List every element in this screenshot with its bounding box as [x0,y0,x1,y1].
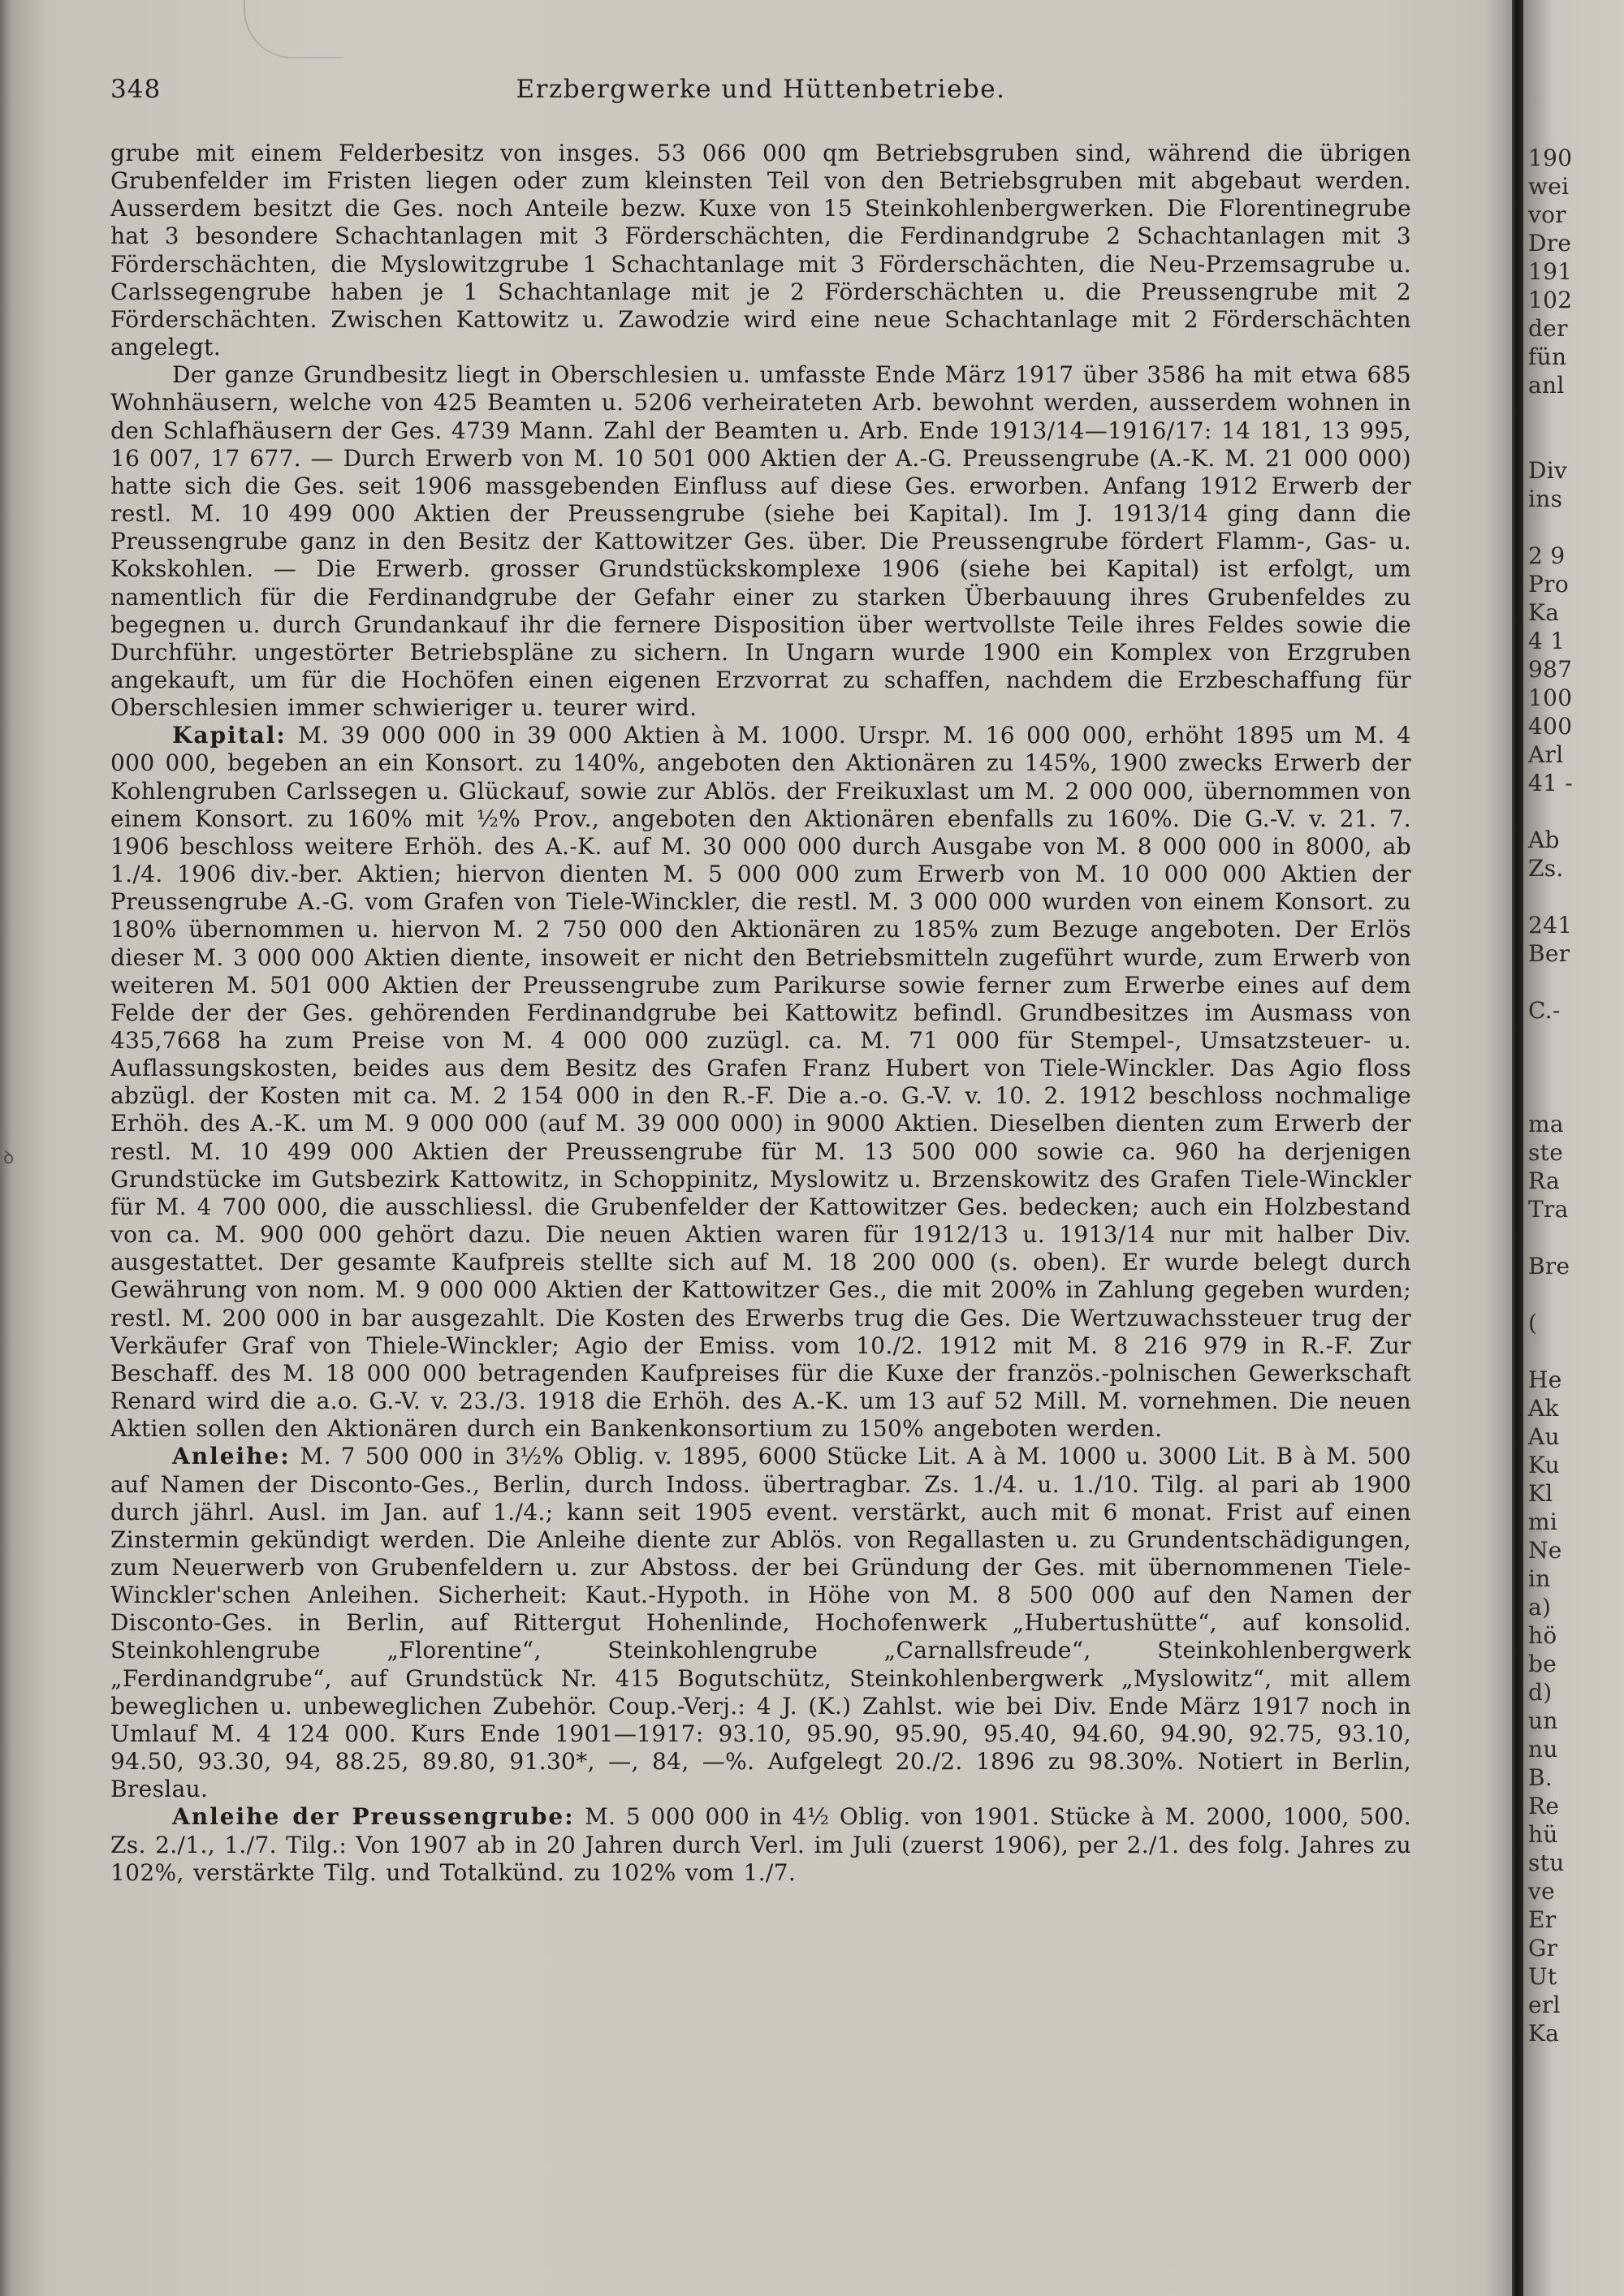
margin-note: ꝺ [3,1148,15,1168]
adjacent-page-fragment: Ab [1528,826,1560,853]
adjacent-page-fragment: Ka [1528,599,1560,626]
adjacent-page-fragment: ve [1528,1878,1555,1905]
paragraph-intro [110,140,1411,361]
paragraph-anleihe [110,1443,1411,1803]
adjacent-page-fragment: Ku [1528,1452,1560,1478]
paragraph-text: M. 5 000 000 in 4½ Oblig. von 1901. Stücke à M. 2000, 1000, 500. Zs. 2./1., 1./7. Tilg.: Von 1907 ab in 20 Jahren durch Verl. im Juli (zuerst 1906), per 2./1. des folg. Jahres zu 102%, verstärkte Tilg. und Totalkünd. zu 102% vom 1./7. [110,1803,1411,1886]
adjacent-page-fragment: Div [1528,457,1568,484]
adjacent-page-fragment: be [1528,1651,1557,1677]
adjacent-page-fragment: Zs. [1528,855,1564,882]
adjacent-page-fragment: wei [1528,173,1570,200]
adjacent-page-fragment: B. [1528,1764,1553,1791]
adjacent-page-fragment: fün [1528,343,1567,370]
adjacent-page-fragment: Bre [1528,1253,1570,1280]
adjacent-page-fragment: 2 9 [1528,542,1566,569]
running-header [110,67,1411,115]
adjacent-page-fragment: 102 [1528,287,1573,313]
paragraph-anleihe-preussengrube [110,1803,1411,1886]
adjacent-page-fragment: Ka [1528,2020,1560,2047]
adjacent-page-fragment: stu [1528,1849,1565,1876]
paragraph-text: M. 39 000 000 in 39 000 Aktien à M. 1000. Urspr. M. 16 000 000, erhöht 1895 um M. 4 000 000, begeben an ein Konsort. zu 140%, angeboten den Aktionären zu 145%, 1900 zwecks Erwerb der Kohlengruben Carlssegen u. Glückauf, sowie zur Ablös. der Freikuxlast um M. 2 000 000, übernommen von einem Konsort. zu 160% mit ½% Prov., angeboten den Aktionären ebenfalls zu 160%. Die G.-V. v. 21. 7. 1906 beschloss weitere Erhöh. des A.-K. auf M. 30 000 000 durch Ausgabe von M. 8 000 000 in 8000, ab 1./4. 1906 div.-ber. Aktien; hiervon dienten M. 5 000 000 zum Erwerb von M. 10 000 000 Aktien der Preussengrube A.-G. vom Grafen von Tiele-Winckler, die restl. M. 3 000 000 wurden von einem Konsort. zu 180% übernommen u. hiervon M. 2 750 000 den Aktionären zu 185% zum Bezuge angeboten. Der Erlös dieser M. 3 000 000 Aktien diente, insoweit er nicht den Betriebsmitteln zugeführt wurde, zum Erwerb von weiteren M. 501 000 Aktien der Preussengrube zum Parikurse sowie ferner zum Erwerbe eines auf dem Felde der der Ges. gehörenden Ferdinandgrube bei Kattowitz befindl. Grundbesitzes im Ausmass von 435,7668 ha zum Preise von M. 4 000 000 zuzügl. ca. M. 71 000 für Stempel-, Umsatzsteuer- u. Auflassungskosten, beides aus dem Besitz des Grafen Franz Hubert von Tiele-Winckler. Das Agio floss abzügl. der Kosten mit ca. M. 2 154 000 in den R.-F. Die a.-o. G.-V. v. 10. 2. 1912 beschloss nochmalige Erhöh. des A.-K. um M. 9 000 000 (auf M. 39 000 000) in 9000 Aktien. Dieselben dienten zum Erwerb der restl. M. 10 499 000 Aktien der Preussengrube für M. 13 500 000 sowie ca. 960 ha derjenigen Grundstücke im Gutsbezirk Kattowitz, in Schoppinitz, Myslowitz u. Brzenskowitz des Grafen Tiele-Winckler für M. 4 700 000, die ausschliessl. die Grubenfelder der Kattowitzer Ges. bedecken; auch ein Holzbestand von ca. M. 900 000 gehört dazu. Die neuen Aktien waren für 1912/13 u. 1913/14 nur mit halber Div. ausgestattet. Der gesamte Kaufpreis stellte sich auf M. 18 200 000 (s. oben). Er wurde belegt durch Gewährung von nom. M. 9 000 000 Aktien der Kattowitzer Ges., die mit 200% in Zahlung gegeben wurden; restl. M. 200 000 in bar ausgezahlt. Die Kosten des Erwerbs trug die Ges. Die Wertzuwachssteuer trug der Verkäufer Graf von Thiele-Winckler; Agio der Emiss. vom 10./2. 1912 mit M. 8 216 979 in R.-F. Zur Beschaff. des M. 18 000 000 betragenden Kaufpreises für die Kuxe der französ.-polnischen Gewerkschaft Renard wird die a.o. G.-V. v. 23./3. 1918 die Erhöh. des A.-K. um 13 auf 52 Mill. M. vornehmen. Die neuen Aktien sollen den Aktionären durch ein Bankenkonsortium zu 150% angeboten werden. [110,722,1411,1443]
adjacent-page-fragment: 4 1 [1528,628,1566,654]
paragraph-text: Der ganze Grundbesitz liegt in Oberschlesien u. umfasste Ende März 1917 über 3586 ha mit etwa 685 Wohnhäusern, welche von 425 Beamten u. 5206 verheirateten Arb. bewohnt werden, ausserdem wohnen in den Schlafhäusern der Ges. 4739 Mann. Zahl der Beamten u. Arb. Ende 1913/14—1916/17: 14 181, 13 995, 16 007, 17 677. — Durch Erwerb von M. 10 501 000 Aktien der A.-G. Preussengrube (A.-K. M. 21 000 000) hatte sich die Ges. seit 1906 massgebenden Einfluss auf diese Ges. erworben. Anfang 1912 Erwerb der restl. M. 10 499 000 Aktien der Preussengrube (siehe bei Kapital). Im J. 1913/14 ging dann die Preussengrube ganz in den Besitz der Kattowitzer Ges. über. Die Preussengrube fördert Flamm-, Gas- u. Kokskohlen. — Die Erwerb. grosser Grundstückskomplexe 1906 (siehe bei Kapital) ist erfolgt, um namentlich für die Ferdinandgrube der Gefahr einer zu starken Überbauung ihres Grubenfeldes zu begegnen u. durch Grundankauf ihr die fernere Disposition über wertvollste Teile ihres Feldes sowie die Durchführ. ungestörter Betriebspläne zu sichern. In Ungarn wurde 1900 ein Komplex von Erzgruben angekauft, um für die Hochöfen einen eigenen Erzvorrat zu schaffen, nachdem die Erzbeschaffung für Oberschlesien immer schwieriger u. teurer wird. [110,361,1411,722]
adjacent-page-fragment: der [1528,315,1568,342]
running-title: Erzbergwerke und Hüttenbetriebe. [516,75,1006,104]
adjacent-page-fragment: 190 [1528,145,1573,171]
adjacent-page-fragment: 41 - [1528,770,1574,796]
adjacent-page-fragment: erl [1528,1992,1561,2018]
book-gutter [1512,0,1523,2296]
adjacent-page-fragment: anl [1528,372,1565,399]
paragraph-text: grube mit einem Felderbesitz von insges. 53 066 000 qm Betriebsgruben sind, während die übrigen Grubenfelder im Fristen liegen oder zum kleinsten Teil von den Betriebsgruben mit abgebaut werden. Ausserdem besitzt die Ges. noch Anteile bezw. Kuxe von 15 Steinkohlenbergwerken. Die Florentinegrube hat 3 besondere Schachtanlagen mit 3 Förderschächten, die Ferdinandgrube 2 Schachtanlagen mit 3 Förderschächten, die Myslowitzgrube 1 Schachtanlage mit 3 Förderschächten, die Neu-Przemsagrube u. Carlssegengrube haben je 1 Schachtanlage mit je 2 Förderschächten u. die Preussengrube mit 2 Förderschächten. Zwischen Kattowitz u. Zawodzie wird eine neue Schachtanlage mit 2 Förderschächten angelegt. [110,140,1411,361]
adjacent-page-fragment: d) [1528,1679,1553,1706]
adjacent-page-strip [1523,0,1624,2296]
adjacent-page-fragment: 191 [1528,258,1573,285]
adjacent-page-fragment: hö [1528,1622,1557,1649]
adjacent-page-fragment: mi [1528,1508,1558,1535]
adjacent-page-fragment: ( [1528,1310,1538,1336]
paragraph-grundbesitz [110,361,1411,722]
adjacent-page-fragment: Ut [1528,1963,1557,1990]
adjacent-page-fragment: ste [1528,1139,1564,1166]
adjacent-page-fragment: 241 [1528,912,1573,939]
section-lead: Anleihe der Preussengrube: [172,1803,575,1831]
document-page [110,67,1411,1887]
section-lead: Anleihe: [172,1443,291,1470]
paragraph-kapital [110,722,1411,1443]
adjacent-page-fragment: C.- [1528,997,1561,1024]
adjacent-page-fragment: un [1528,1707,1558,1734]
adjacent-page-fragment: in [1528,1565,1551,1592]
adjacent-page-fragment: Ak [1528,1395,1559,1422]
section-lead: Kapital: [172,722,287,749]
adjacent-page-fragment: ins [1528,486,1563,512]
adjacent-page-fragment: He [1528,1366,1562,1393]
adjacent-page-fragment: 100 [1528,684,1573,711]
adjacent-page-fragment: Kl [1528,1480,1553,1507]
adjacent-page-fragment: 987 [1528,656,1573,683]
adjacent-page-fragment: Ra [1528,1167,1561,1194]
adjacent-page-fragment: Dre [1528,230,1572,257]
adjacent-page-fragment: Ber [1528,940,1570,967]
adjacent-page-fragment: ma [1528,1111,1564,1137]
adjacent-page-fragment: a) [1528,1594,1552,1621]
adjacent-page-fragment: Gr [1528,1935,1558,1962]
page-number: 348 [110,75,162,104]
adjacent-page-fragment: Au [1528,1423,1560,1450]
adjacent-page-fragment: Re [1528,1793,1560,1819]
adjacent-page-fragment: hü [1528,1821,1558,1848]
adjacent-page-fragment: Ne [1528,1537,1562,1564]
adjacent-page-fragment: Tra [1528,1196,1569,1223]
adjacent-page-fragment: Pro [1528,571,1569,598]
document-body [110,140,1411,1887]
adjacent-page-fragment: Er [1528,1906,1557,1933]
adjacent-page-fragment: nu [1528,1736,1558,1763]
paragraph-text: M. 7 500 000 in 3½% Oblig. v. 1895, 6000 Stücke Lit. A à M. 1000 u. 3000 Lit. B à M. 500 auf Namen der Disconto-Ges., Berlin, durch Indoss. übertragbar. Zs. 1./4. u. 1./10. Tilg. al pari ab 1900 durch jährl. Ausl. im Jan. auf 1./4.; kann seit 1905 event. verstärkt, auch mit 6 monat. Frist auf einen Zinstermin gekündigt werden. Die Anleihe diente zur Ablös. von Regallasten u. zu Grundentschädigungen, zum Neuerwerb von Grubenfeldern u. zur Abstoss. der bei Gründung der Ges. mit übernommenen Tiele-Winckler'schen Anleihen. Sicherheit: Kaut.-Hypoth. in Höhe von M. 8 500 000 auf den Namen der Disconto-Ges. in Berlin, auf Rittergut Hohenlinde, Hochofenwerk „Hubertushütte“, auf konsolid. Steinkohlengrube „Florentine“, Steinkohlengrube „Carnallsfreude“, Steinkohlenbergwerk „Ferdinandgrube“, auf Grundstück Nr. 415 Bogutschütz, Steinkohlenbergwerk „Myslowitz“, mit allem beweglichen u. unbeweglichen Zubehör. Coup.-Verj.: 4 J. (K.) Zahlst. wie bei Div. Ende März 1917 noch in Umlauf M. 4 124 000. Kurs Ende 1901—1917: 93.10, 95.90, 95.90, 95.40, 94.60, 94.90, 92.75, 93.10, 94.50, 93.30, 94, 88.25, 89.80, 91.30*, —, 84, —%. Aufgelegt 20./2. 1896 zu 98.30%. Notiert in Berlin, Breslau. [110,1443,1411,1803]
adjacent-page-fragment: 400 [1528,713,1573,740]
adjacent-page-fragment: vor [1528,201,1566,228]
adjacent-page-fragment: Arl [1528,741,1564,768]
